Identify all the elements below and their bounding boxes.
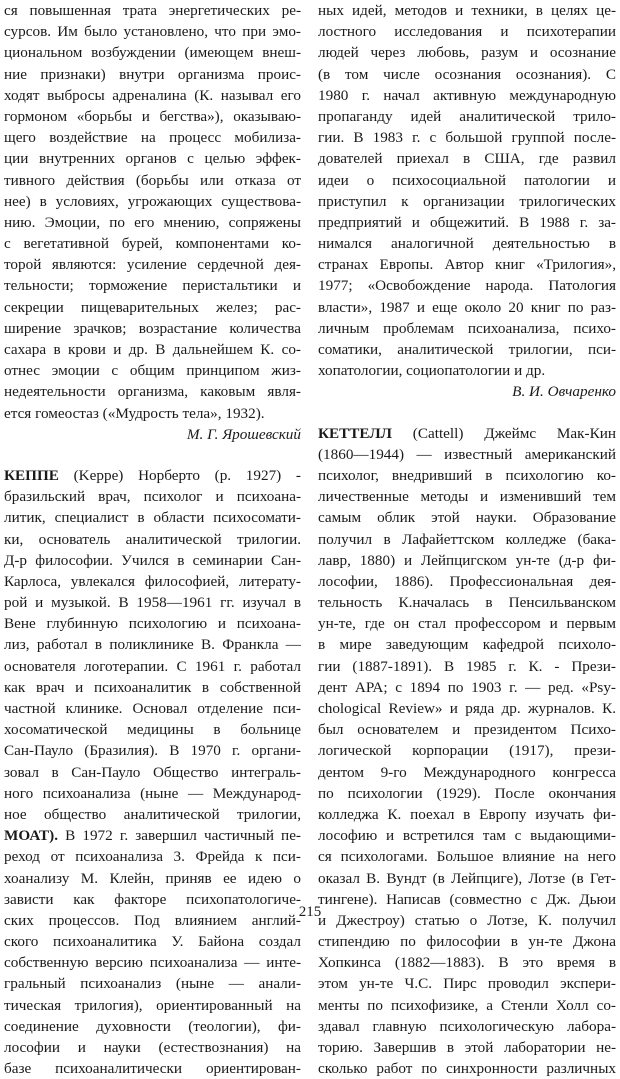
text-line: бразильский врач, психолог и психоана- — [4, 488, 301, 506]
text-line: тельность К.началась в Пенсильванском — [318, 594, 616, 612]
text-line: ся психологами. Большое влияние на него — [318, 848, 616, 866]
text-line: ся повышенная трата энергетических ре- — [4, 2, 301, 19]
text-line: зависти как факторе психопатологиче- — [4, 890, 301, 908]
text-line: торой являются: усиление сердечной дея- — [4, 256, 301, 274]
text-line: нию. Эмоции, по его мнению, сопряжены — [4, 213, 301, 231]
text-line: странах Европы. Автор книг «Трилогия», — [318, 256, 616, 274]
text-line: Д-р философии. Учился в семинарии Сан- — [4, 551, 301, 569]
text-line: реход от психоанализа 3. Фрейда к пси- — [4, 848, 301, 866]
article-heading: КЕППЕ — [4, 466, 59, 484]
text-line: стипендию по философии в ун-те Джона — [318, 933, 616, 951]
text-line: гральный психоанализ (ныне — анали- — [4, 975, 301, 993]
text-line: 1980 г. начал активную международную — [318, 86, 616, 104]
text-line: сколько работ по синхронности различных — [318, 1060, 616, 1078]
text-line: базе психоаналитически ориентирован- — [4, 1060, 301, 1078]
page-number: 215 — [298, 904, 322, 920]
text-line: нее) в условиях, угрожающих существова- — [4, 192, 301, 210]
text-line: в мире заведующим кафедрой психоло- — [318, 636, 616, 654]
text-line: основателя логотерапии. С 1961 г. работал — [4, 657, 301, 675]
article-keppe — [4, 465, 301, 1079]
text-line: как врач и психоаналитик в собственной — [4, 678, 301, 696]
text-line: циональном возбуждении (имеющем внеш- — [4, 44, 301, 62]
text-line: тельности; торможение перистальтики и — [4, 277, 301, 295]
text-line: власти», 1987 и еще около 20 книг по раз- — [318, 298, 616, 316]
text-line: пропаганду идей аналитической трило- — [318, 107, 616, 125]
text-line: ширение зрачков; возрастание количества — [4, 319, 301, 337]
text-line: 1977; «Освобождение народа. Патология — [318, 277, 616, 295]
text-line: собственную версию психоанализа — инте- — [4, 954, 301, 972]
text-line: лавр, 1880) и Лейпцигском ун-те (д-р фи- — [318, 551, 616, 569]
text-line: был основателем и президентом Психо- — [318, 721, 616, 739]
text-line: отнес эмоции с общим принципом жиз- — [4, 362, 301, 380]
text-line: здавал главную психологическую лабора- — [318, 1017, 616, 1035]
text-line: ских процессов. Под влиянием англий- — [4, 911, 301, 929]
text-line: личественные методы и изменивший тем — [318, 488, 616, 506]
text-line: Сан-Пауло (Бразилия). В 1970 г. органи- — [4, 742, 301, 760]
text-line: тическая трилогия), ориентированный на — [4, 996, 301, 1014]
text-line: ходят выбросы адреналина (К. называл его — [4, 86, 301, 104]
article-keppe-continued — [318, 0, 616, 381]
text-line: chological Review» и ряда др. журналов. К. — [318, 700, 616, 717]
text-line: ние признаки) внутри организма проис- — [4, 65, 301, 83]
text-line: ется гомеостаз («Мудрость тела», 1932). — [4, 404, 265, 422]
text-line: ного психоанализа (ныне — Международ- — [4, 784, 301, 802]
text-line: лиз, работал в поликлинике В. Франкла — — [4, 636, 301, 654]
text-line: щего воздействие на процесс мобилиза- — [4, 129, 301, 147]
article-heading: КЕТТЕЛЛ — [318, 424, 392, 442]
text-line: ное общество аналитической трилогии, — [4, 805, 301, 823]
text-line: ского психоаналитика У. Байона создал — [4, 933, 301, 951]
text-line: соматики, аналитической трилогии, пси- — [318, 341, 616, 358]
text-line: по психологии (1929). После окончания — [318, 784, 616, 802]
text-line: зовал в Сан-Пауло Общество интеграль- — [4, 763, 301, 781]
text-line: частной клинике. Основал отделение пси- — [4, 700, 301, 717]
text-line: гии. В 1983 г. с большой группой после- — [318, 129, 616, 147]
text-line: дент АРА; с 1894 по 1903 г. — ред. «Psy- — [318, 678, 616, 696]
text-line: дователей приехал в США, где развил — [318, 150, 616, 168]
text-line: лостного исследования и психотерапии — [318, 23, 616, 41]
text-line: (1860—1944) — известный американский — [318, 445, 616, 463]
text-line: самым облик этой науки. Образование — [318, 509, 616, 527]
text-line: недеятельности организма, каковым явля- — [4, 383, 301, 401]
text-line: гии (1887-1891). В 1985 г. К. - Прези- — [318, 657, 616, 675]
text-line: гормоном «борьбы и бегства»), оказываю- — [4, 107, 301, 125]
text-line: получил в Лафайеттском колледже (бака- — [318, 530, 616, 548]
text-line: МОАТ). В 1972 г. завершил частичный пе- — [4, 827, 301, 845]
text-line: тингене). Написав (совместно с Дж. Дьюи — [318, 890, 616, 908]
text-line: лософии и науки (естествознания) на — [4, 1039, 301, 1056]
article-first-line: КЕТТЕЛЛ (Cattell) Джеймс Мак-Кин — [318, 424, 616, 442]
text-line: хосоматической медицины в больнице — [4, 721, 301, 739]
text-line: тивного действия (борьбы или отказа от — [4, 171, 301, 189]
text-line: ных идей, методов и техники, в целях це- — [318, 2, 616, 19]
text-line: лософии, 1886). Профессиональная дея- — [318, 572, 616, 590]
text-line: секреции пищеварительных желез; рас- — [4, 298, 301, 316]
article-first-line: КЕППЕ (Keppe) Норберто (р. 1927) - — [4, 466, 301, 484]
text-line: дентом 9-го Международного конгресса — [318, 763, 616, 781]
text-line: личным проблемам психоанализа, психо- — [318, 319, 616, 337]
text-line: рой и музыкой. В 1958—1961 гг. изучал в — [4, 594, 301, 612]
text-line: ун-те, где он стал профессором и первым — [318, 615, 616, 633]
text-line: сахара в крови и др. В дальнейшем К. со- — [4, 341, 301, 358]
text-line: сурсов. Им было установлено, что при эмо- — [4, 23, 301, 41]
text-line: нимался аналогичной деятельностью в — [318, 235, 616, 253]
text-line: людей через любовь, разум и осознание — [318, 44, 616, 62]
text-line: соединение духовности (теологии), фи- — [4, 1017, 301, 1035]
text-line: психолог, внедривший в психологию ко- — [318, 466, 616, 484]
text-line: колледжа К. поехал в Европу изучать фи- — [318, 805, 616, 823]
text-line: хопатологии, социопатологии и др. — [318, 362, 546, 380]
article-cannon-continued — [4, 0, 301, 424]
text-line: идеи о психосоциальной патологии и — [318, 171, 616, 189]
text-line: торию. Завершив в этой лаборатории не- — [318, 1039, 616, 1056]
text-line: литик, специалист в области психосомати- — [4, 509, 301, 527]
text-line: предприятий и общежитий. В 1988 г. за- — [318, 213, 616, 231]
text-line: с вегетативной бурей, компонентами ко- — [4, 235, 301, 253]
bold-abbreviation: МОАТ). — [4, 827, 59, 845]
text-line: логической корпорации (1917), прези- — [318, 742, 616, 760]
text-line: менты по психофизике, а Стенли Холл со- — [318, 996, 616, 1014]
article-author: М. Г. Ярошевский — [186, 425, 301, 443]
text-line: оказал В. Вундт (в Лейпциге), Лотзе (в Гет- — [318, 869, 616, 887]
text-line: лософию и встретился там с выдающими- — [318, 827, 616, 845]
text-line: Хопкинса (1882—1883). В это время в — [318, 954, 616, 972]
text-line: этом ун-те Ч.С. Пирс проводил экспери- — [318, 975, 616, 993]
article-cattell — [318, 423, 616, 1079]
text-line: приступил к организации трилогических — [318, 192, 616, 210]
article-author: В. И. Овчаренко — [512, 383, 616, 401]
text-line: Карлоса, увлекался философией, литерату- — [4, 572, 301, 590]
text-line: Вене глубинную психологию и психоана- — [4, 615, 301, 633]
text-line: хоанализу М. Клейн, приняв ее идею о — [4, 869, 301, 887]
text-line: ции внутренних органов с целью эффек- — [4, 150, 301, 168]
text-line: и Джестроу) статью о Лотзе, К. получил — [318, 911, 616, 929]
text-line: ки, основатель аналитической трилогии. — [4, 530, 301, 548]
text-line: (в том числе осознания осознания). С — [318, 65, 616, 83]
